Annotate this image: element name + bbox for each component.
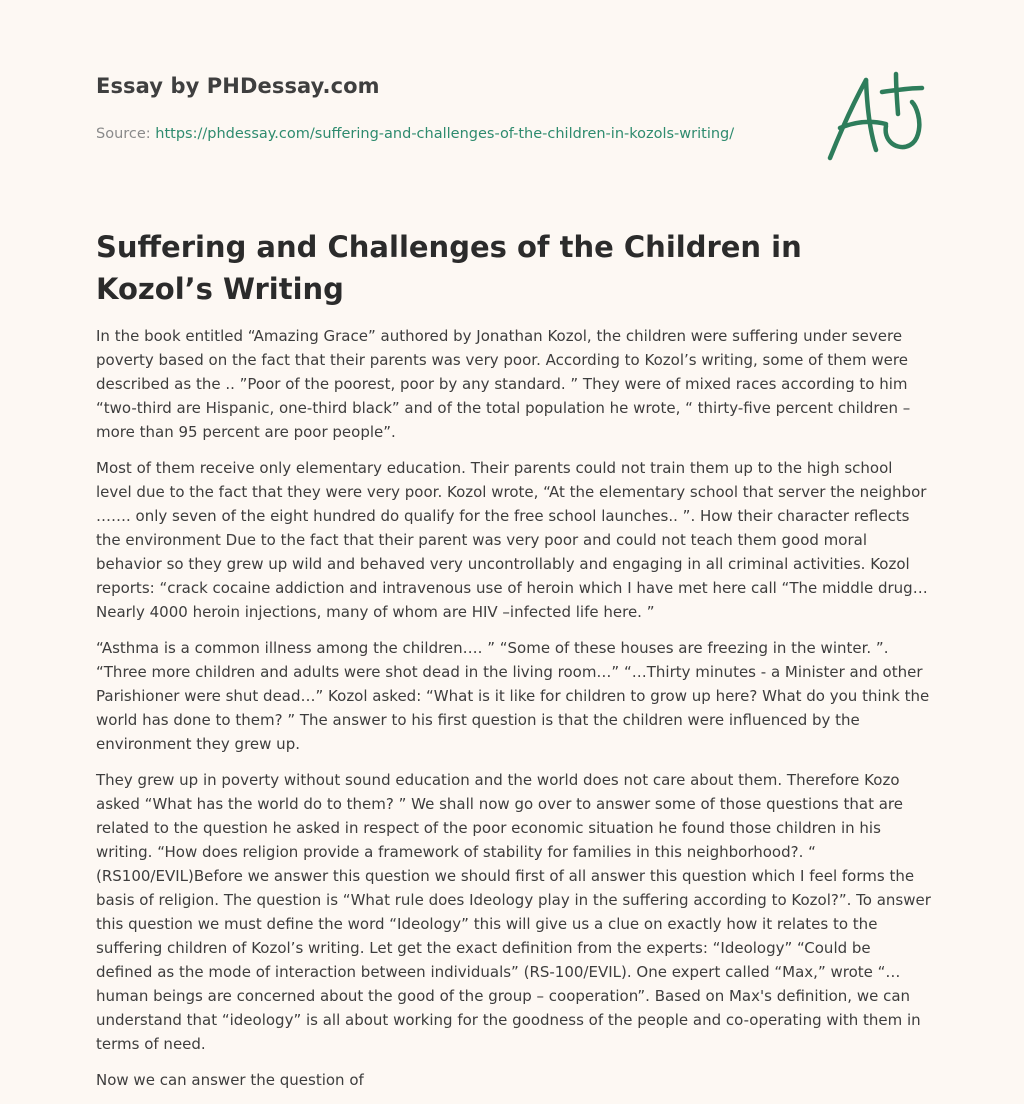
essay-header — [96, 74, 796, 142]
a-left-stroke — [830, 80, 866, 158]
essay-title: Suffering and Challenges of the Children in Kozol’s Writing — [96, 230, 802, 306]
essay-paragraph: Most of them receive only elementary education. Their parents could not train them up to the high school level due to the fact that they were very poor. Kozol wrote, “At the elementary school that server the neighbor ……. only seven of the eight hundred do qualify for the free school launches.. ”. How their character reflects the environment Due to the fact that their parent was very poor and could not teach them good moral behavior so they grew up wild and behaved very uncontrollably and engaging in all criminal activities. Kozol reports: “crack cocaine addiction and intravenous use of heroin which I have met here call “The middle drug…Nearly 4000 heroin injections, many of whom are HIV –infected life here. ” — [96, 459, 928, 621]
essay-paragraph: Now we can answer the question of — [96, 1071, 364, 1089]
plus-vertical — [896, 74, 898, 114]
essay-paragraph: They grew up in poverty without sound education and the world does not care about them. Therefore Kozo asked “What has the world do to them? ” We shall now go over to answer some of those questions that are related to the question he asked in respect of the poor economic situation he found those children in his writing. “How does religion provide a framework of stability for families in this neighborhood?. “ (RS100/EVIL)Before we answer this question we should first of all answer this question which I feel forms the basis of religion. The question is “What rule does Ideology play in the suffering according to Kozol?”. To answer this question we must define the word “Ideology” this will give us a clue on exactly how it relates to the suffering children of Kozol’s writing. Let get the exact definition from the experts: “Ideology” “Could be defined as the mode of interaction between individuals” (RS-100/EVIL). One expert called “Max,” wrote “…human beings are concerned about the good of the group – cooperation”. Based on Max's definition, we can understand that “ideology” is all about working for the goodness of the people and co-operating with them in terms of need. — [96, 771, 931, 1053]
a-plus-grade-svg — [820, 66, 930, 166]
source-link[interactable]: https://phdessay.com/suffering-and-challenges-of-the-children-in-kozols-writing/ — [155, 126, 735, 142]
essay-paragraph: “Asthma is a common illness among the children…. ” “Some of these houses are freezing in the winter. ”. “Three more children and adults were shot dead in the living room…” “…Thirty minutes - a Minister and other Parishioner were shut dead…” Kozol asked: “What is it like for children to grow up here? What do you think the world has done to them? ” The answer to his first question is that the children were influenced by the environment they grew up. — [96, 639, 930, 753]
essay-paragraph: In the book entitled “Amazing Grace” authored by Jonathan Kozol, the children were suffering under severe poverty based on the fact that their parents was very poor. According to Kozol’s writing, some of them were described as the .. ”Poor of the poorest, poor by any standard. ” They were of mixed races according to him “two-third are Hispanic, one-third black” and of the total population he wrote, “ thirty-five percent children – more than 95 percent are poor people”. — [96, 327, 911, 441]
a-plus-grade-icon — [820, 66, 930, 166]
essay-body — [96, 324, 931, 1104]
a-right-stroke — [866, 80, 876, 150]
source-line — [96, 126, 796, 142]
swoosh-curl — [886, 102, 920, 147]
plus-horizontal — [882, 88, 922, 92]
source-label: Source: — [96, 126, 156, 142]
site-brand: Essay by PHDessay.com — [96, 74, 380, 98]
